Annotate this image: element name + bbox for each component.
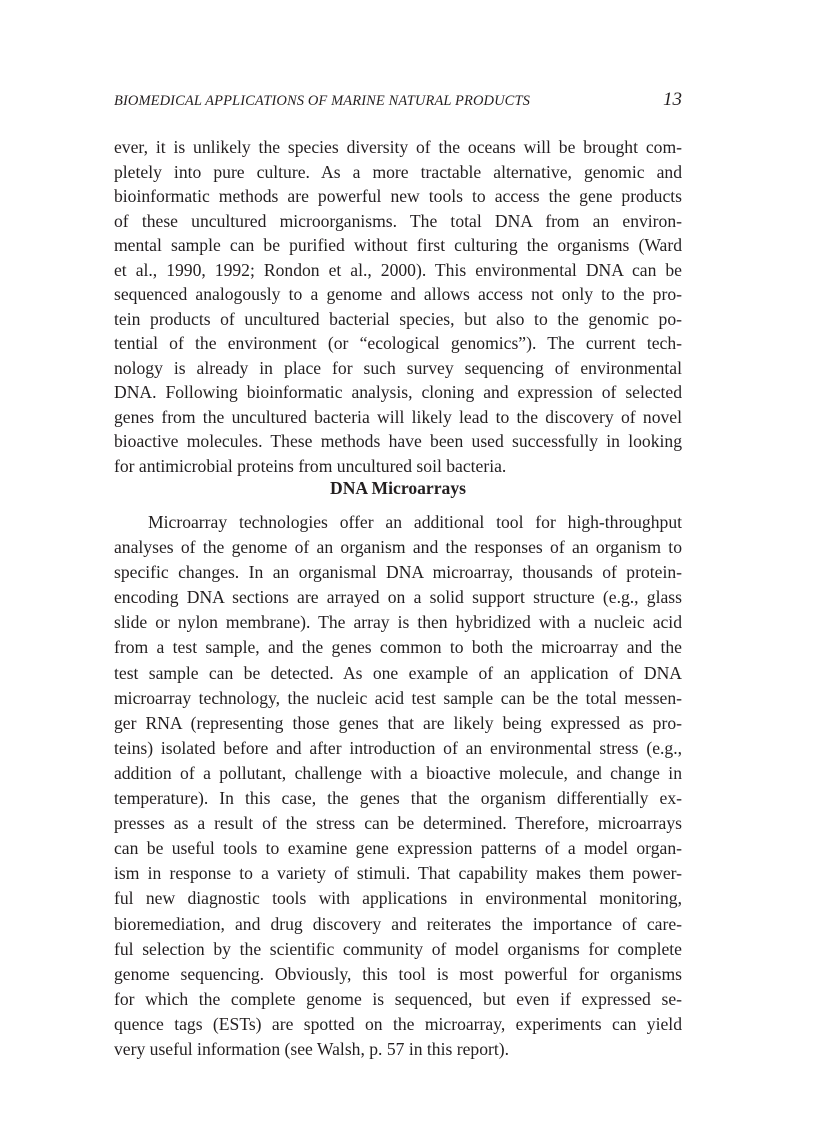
text-line: sequenced analogously to a genome and allows access not only to the pro- bbox=[114, 284, 682, 304]
text-line: very useful information (see Walsh, p. 57 in this report). bbox=[114, 1038, 510, 1059]
text-line: ger RNA (representing those genes that are likely being expressed as pro- bbox=[114, 712, 682, 733]
text-line: can be useful tools to examine gene expression patterns of a model organ- bbox=[114, 838, 682, 859]
text-line: bioremediation, and drug discovery and reiterates the importance of care- bbox=[114, 913, 682, 934]
text-line: tein products of uncultured bacterial species, but also to the genomic po- bbox=[114, 308, 682, 329]
text-line: Microarray technologies offer an additional tool for high-throughput bbox=[148, 512, 682, 532]
text-line: from a test sample, and the genes common to both the microarray and the bbox=[114, 637, 682, 658]
text-line: ful selection by the scientific community of model organisms for complete bbox=[114, 938, 682, 959]
text-line: encoding DNA sections are arrayed on a solid support structure (e.g., glass bbox=[114, 587, 682, 608]
text-line: mental sample can be purified without first culturing the organisms (Ward bbox=[114, 235, 682, 255]
text-line: specific changes. In an organismal DNA microarray, thousands of protein- bbox=[114, 562, 682, 583]
text-line: genome sequencing. Obviously, this tool is most powerful for organisms bbox=[114, 963, 682, 984]
text-line: microarray technology, the nucleic acid test sample can be the total messen- bbox=[114, 687, 682, 708]
text-line: temperature). In this case, the genes that the organism differentially ex- bbox=[114, 788, 682, 809]
text-line: presses as a result of the stress can be determined. Therefore, microarrays bbox=[114, 813, 682, 834]
body-paragraph-1 bbox=[114, 135, 682, 478]
text-line: tential of the environment (or “ecological genomics”). The current tech- bbox=[114, 333, 682, 353]
text-line: ful new diagnostic tools with applications in environmental monitoring, bbox=[114, 888, 682, 909]
text-line: bioinformatic methods are powerful new tools to access the gene products bbox=[114, 186, 682, 206]
text-line: for antimicrobial proteins from uncultured soil bacteria. bbox=[114, 455, 507, 476]
text-line: bioactive molecules. These methods have been used successfully in looking bbox=[114, 431, 682, 451]
text-line: quence tags (ESTs) are spotted on the microarray, experiments can yield bbox=[114, 1013, 682, 1034]
text-line: ism in response to a variety of stimuli. That capability makes them power- bbox=[114, 863, 682, 884]
section-heading: DNA Microarrays bbox=[330, 478, 466, 498]
text-line: for which the complete genome is sequenced, but even if expressed se- bbox=[114, 988, 682, 1009]
running-header-title: BIOMEDICAL APPLICATIONS OF MARINE NATURAL PRODUCTS bbox=[114, 93, 530, 109]
page-number: 13 bbox=[663, 89, 682, 110]
text-line: genes from the uncultured bacteria will likely lead to the discovery of novel bbox=[114, 406, 682, 427]
running-header bbox=[114, 89, 682, 111]
text-line: et al., 1990, 1992; Rondon et al., 2000). This environmental DNA can be bbox=[114, 259, 682, 280]
text-line: addition of a pollutant, challenge with a bioactive molecule, and change in bbox=[114, 762, 682, 783]
text-line: of these uncultured microorganisms. The total DNA from an environ- bbox=[114, 210, 682, 231]
body-paragraph-2 bbox=[114, 510, 682, 1062]
text-line: pletely into pure culture. As a more tractable alternative, genomic and bbox=[114, 161, 682, 182]
text-line: analyses of the genome of an organism and the responses of an organism to bbox=[114, 537, 682, 558]
text-line: slide or nylon membrane). The array is then hybridized with a nucleic acid bbox=[114, 612, 682, 633]
text-line: test sample can be detected. As one example of an application of DNA bbox=[114, 662, 682, 683]
text-line: teins) isolated before and after introduction of an environmental stress (e.g., bbox=[114, 737, 682, 758]
text-line: DNA. Following bioinformatic analysis, cloning and expression of selected bbox=[114, 382, 682, 402]
text-line: nology is already in place for such survey sequencing of environmental bbox=[114, 357, 682, 378]
text-line: ever, it is unlikely the species diversity of the oceans will be brought com- bbox=[114, 137, 682, 157]
